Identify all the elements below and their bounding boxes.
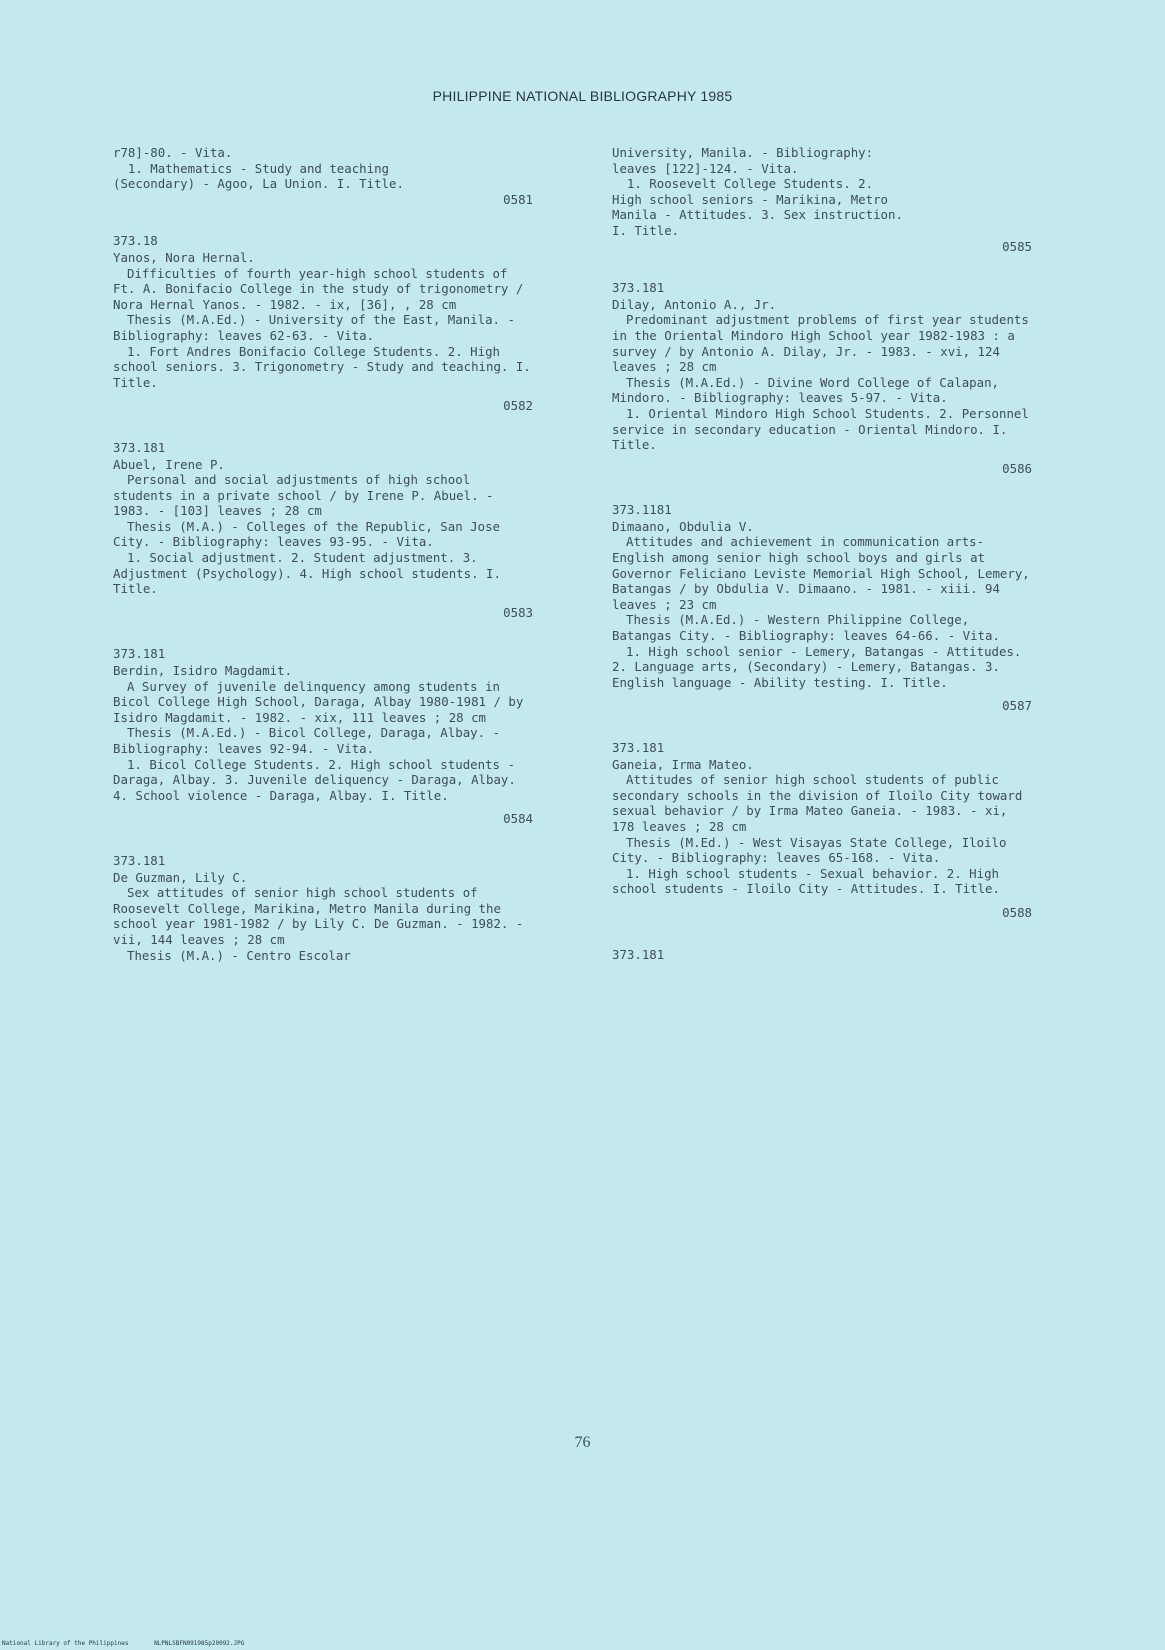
page-header: PHILIPPINE NATIONAL BIBLIOGRAPHY 1985 bbox=[432, 88, 733, 104]
entry-subjects: 1. Oriental Mindoro High School Students. 2. Personnel service in secondary education - Oriental Mindoro. I. Title. bbox=[612, 405, 1037, 453]
bibliography-entry bbox=[612, 740, 1032, 921]
bibliography-entry bbox=[113, 646, 533, 827]
entry-line: High school seniors - Marikina, Metro bbox=[612, 191, 889, 207]
bibliography-entry bbox=[113, 440, 533, 621]
entry-number: 0586 bbox=[1002, 460, 1032, 476]
scan-footer bbox=[2, 1640, 266, 1647]
entry-author: De Guzman, Lily C. bbox=[113, 869, 248, 885]
call-number: 373.181 bbox=[113, 439, 166, 455]
entry-number: 0585 bbox=[1002, 238, 1032, 254]
file-name: NLPNLSBFN091985p20092.JPG bbox=[154, 1640, 245, 1647]
page-number: 76 bbox=[574, 1434, 591, 1451]
entry-title: Attitudes of senior high school students of public secondary schools in the division of Iloilo City toward sexual behavior / by Irma Mateo Ganeia. - 1983. - xi, 178 leaves ; 28 cm bbox=[612, 772, 1030, 834]
entry-author: Dilay, Antonio A., Jr. bbox=[612, 296, 777, 312]
entry-author: Abuel, Irene P. bbox=[113, 456, 225, 472]
entry-number: 0582 bbox=[503, 398, 533, 414]
entry-line: 1. Mathematics - Study and teaching bbox=[113, 160, 390, 176]
continued-entry bbox=[113, 145, 533, 207]
entry-title: Attitudes and achievement in communication arts-English among senior high school boys and girls at Governor Feliciano Leviste Memorial High School, Lemery, Batangas / by Obdulia V. Dimaano. - 1981. - xiii. 94 leaves ; 23 cm bbox=[612, 534, 1038, 612]
entry-thesis-note: Thesis (M.A.Ed.) - Western Philippine College, Batangas City. - Bibliography: leaves 64-66. - Vita. bbox=[612, 612, 1000, 644]
call-number: 373.181 bbox=[612, 740, 665, 755]
entry-title: Personal and social adjustments of high school students in a private school / by Irene P. Abuel. - 1983. - [103] leaves ; 28 cm bbox=[113, 472, 501, 519]
entry-line: 1. Roosevelt College Students. 2. bbox=[612, 176, 874, 192]
continued-entry bbox=[612, 145, 1032, 254]
bibliography-entry bbox=[612, 280, 1037, 476]
entry-thesis-note: Thesis (M.A.) - Colleges of the Republic, San Jose City. - Bibliography: leaves 93-95. - Vita. bbox=[113, 518, 508, 550]
entry-subjects: 1. Bicol College Students. 2. High school students - Daraga, Albay. 3. Juvenile deliquency - Daraga, Albay. 4. School violence - Daraga, Albay. I. Title. bbox=[113, 756, 524, 803]
bibliography-entry bbox=[612, 502, 1038, 714]
call-number: 373.18 bbox=[113, 233, 158, 249]
right-column bbox=[612, 145, 1038, 962]
entry-line: r78]-80. - Vita. bbox=[113, 145, 233, 160]
entry-title: Difficulties of fourth year-high school students of Ft. A. Bonifacio College in the study of trigonometry / Nora Hernal Yanos. - 1982. - ix, [36], , 28 cm bbox=[113, 265, 531, 312]
left-column bbox=[113, 145, 539, 989]
entry-line: University, Manila. - Bibliography: bbox=[612, 145, 874, 160]
bibliography-entry bbox=[113, 233, 539, 414]
entry-author: Dimaano, Obdulia V. bbox=[612, 518, 754, 534]
call-number: 373.181 bbox=[612, 280, 665, 296]
entry-number: 0583 bbox=[503, 604, 533, 620]
entry-subjects: 1. Fort Andres Bonifacio College Students. 2. High school seniors. 3. Trigonometry - Study and teaching. I. Title. bbox=[113, 343, 539, 390]
entry-number: 0588 bbox=[1002, 904, 1032, 920]
entry-line: Manila - Attitudes. 3. Sex instruction. bbox=[612, 207, 903, 223]
call-number: 373.181 bbox=[612, 946, 665, 962]
entry-author: Yanos, Nora Hernal. bbox=[113, 249, 255, 265]
entry-subjects: 1. Social adjustment. 2. Student adjustment. 3. Adjustment (Psychology). 4. High school students. I. Title. bbox=[113, 550, 509, 597]
entry-thesis-note: Thesis (M.A.) - Centro Escolar bbox=[127, 947, 351, 963]
call-number: 373.181 bbox=[113, 852, 166, 868]
bibliography-entry bbox=[113, 853, 533, 963]
entry-line: (Secondary) - Agoo, La Union. I. Title. bbox=[113, 176, 404, 192]
library-credit: National Library of the Philippines bbox=[2, 1640, 129, 1647]
entry-author: Berdin, Isidro Magdamit. bbox=[113, 663, 293, 679]
entry-subjects: 1. High school senior - Lemery, Batangas - Attitudes. 2. Language arts, (Secondary) - Lemery, Batangas. 3. English language - Ability testing. I. Title. bbox=[612, 643, 1029, 690]
entry-subjects: 1. High school students - Sexual behavior. 2. High school students - Iloilo City - Attitudes. I. Title. bbox=[612, 865, 1007, 897]
entry-number: 0587 bbox=[1002, 698, 1032, 714]
entry-title: Predominant adjustment problems of first year students in the Oriental Mindoro High School year 1982-1983 : a survey / by Antonio A. Dilay, Jr. - 1983. - xvi, 124 leaves ; 28 cm bbox=[612, 312, 1037, 375]
call-number: 373.181 bbox=[113, 646, 166, 662]
entry-author: Ganeia, Irma Mateo. bbox=[612, 756, 754, 772]
entry-thesis-note: Thesis (M.Ed.) - West Visayas State College, Iloilo City. - Bibliography: leaves 65-168. - Vita. bbox=[612, 834, 1014, 866]
entry-number: 0584 bbox=[503, 811, 533, 827]
entry-line: I. Title. bbox=[612, 222, 680, 238]
entry-line: leaves [122]-124. - Vita. bbox=[612, 160, 799, 176]
entry-number: 0581 bbox=[503, 191, 533, 207]
entry-thesis-note: Thesis (M.A.Ed.) - Bicol College, Daraga, Albay. - Bibliography: leaves 92-94. - Vita. bbox=[113, 725, 508, 756]
entry-thesis-note: Thesis (M.A.Ed.) - Divine Word College of Calapan, Mindoro. - Bibliography: leaves 5-97. - Vita. bbox=[612, 374, 1007, 406]
entry-title: A Survey of juvenile delinquency among students in Bicol College High School, Daraga, Albay 1980-1981 / by Isidro Magdamit. - 1982. - xix, 111 leaves ; 28 cm bbox=[113, 678, 531, 725]
entry-thesis-note: Thesis (M.A.Ed.) - University of the East, Manila. - Bibliography: leaves 62-63. - Vita. bbox=[113, 312, 523, 343]
call-number: 373.1181 bbox=[612, 502, 672, 518]
entry-title: Sex attitudes of senior high school students of Roosevelt College, Marikina, Metro Manila during the school year 1981-1982 / by Lily C. De Guzman. - 1982. - vii, 144 leaves ; 28 cm bbox=[113, 885, 531, 947]
